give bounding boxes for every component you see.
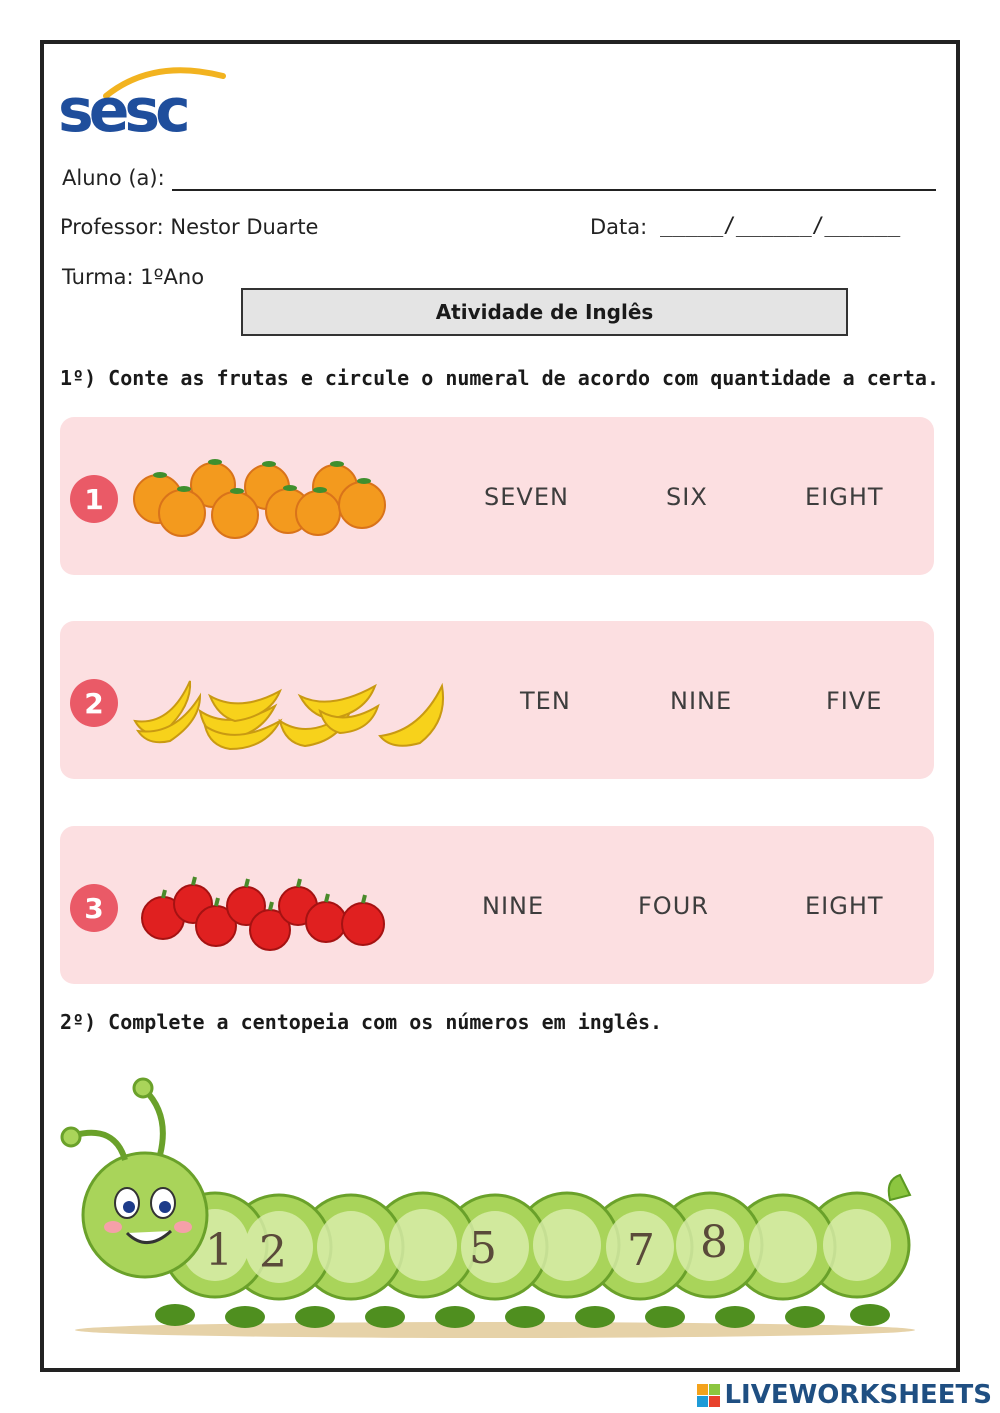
segment-number-7: 7 [627, 1225, 655, 1276]
exercise-row-1 [60, 417, 934, 575]
segment-number-8: 8 [700, 1217, 728, 1268]
option-nine[interactable]: NINE [482, 892, 545, 920]
logo-text: sesc [58, 76, 186, 146]
question-1: 1º) Conte as frutas e circule o numeral de acordo com quantidade a certa. [60, 366, 939, 390]
segment-number-5: 5 [469, 1223, 497, 1274]
brand-text: LIVEWORKSHEETS [724, 1380, 992, 1410]
segment-blank-9[interactable] [763, 1225, 803, 1269]
student-name-line[interactable] [172, 189, 936, 191]
liveworksheets-logo-icon [697, 1384, 720, 1407]
exercise-row-3 [60, 826, 934, 984]
row-number-badge: 2 [70, 679, 118, 727]
liveworksheets-brand [697, 1380, 992, 1410]
sesc-logo [58, 62, 188, 146]
option-five[interactable]: FIVE [826, 687, 883, 715]
segment-number-1: 1 [205, 1225, 233, 1276]
segment-blank-3[interactable] [331, 1225, 371, 1269]
question-2: 2º) Complete a centopeia com os números em inglês. [60, 1010, 663, 1034]
row-number-badge: 3 [70, 884, 118, 932]
option-eight[interactable]: EIGHT [805, 483, 884, 511]
oranges-icon [130, 447, 460, 547]
activity-title: Atividade de Inglês [241, 288, 848, 336]
exercise-row-2 [60, 621, 934, 779]
bananas-icon [130, 651, 460, 751]
option-four[interactable]: FOUR [638, 892, 709, 920]
option-eight[interactable]: EIGHT [805, 892, 884, 920]
row-number-badge: 1 [70, 475, 118, 523]
option-nine[interactable]: NINE [670, 687, 733, 715]
date-blank[interactable]: _____/______/______ [660, 213, 901, 237]
segment-blank-6[interactable] [547, 1225, 587, 1269]
option-ten[interactable]: TEN [520, 687, 571, 715]
teacher-label: Professor: Nestor Duarte [60, 215, 319, 239]
option-seven[interactable]: SEVEN [484, 483, 569, 511]
segment-number-2: 2 [259, 1227, 287, 1278]
segment-blank-4[interactable] [403, 1225, 443, 1269]
option-six[interactable]: SIX [666, 483, 708, 511]
apples-icon [138, 856, 468, 956]
segment-blank-10[interactable] [837, 1225, 877, 1269]
class-label: Turma: 1ºAno [62, 265, 205, 289]
student-label: Aluno (a): [62, 166, 165, 190]
date-label: Data: [590, 215, 648, 239]
caterpillar-illustration [55, 1075, 935, 1345]
caterpillar-icon [55, 1075, 935, 1345]
